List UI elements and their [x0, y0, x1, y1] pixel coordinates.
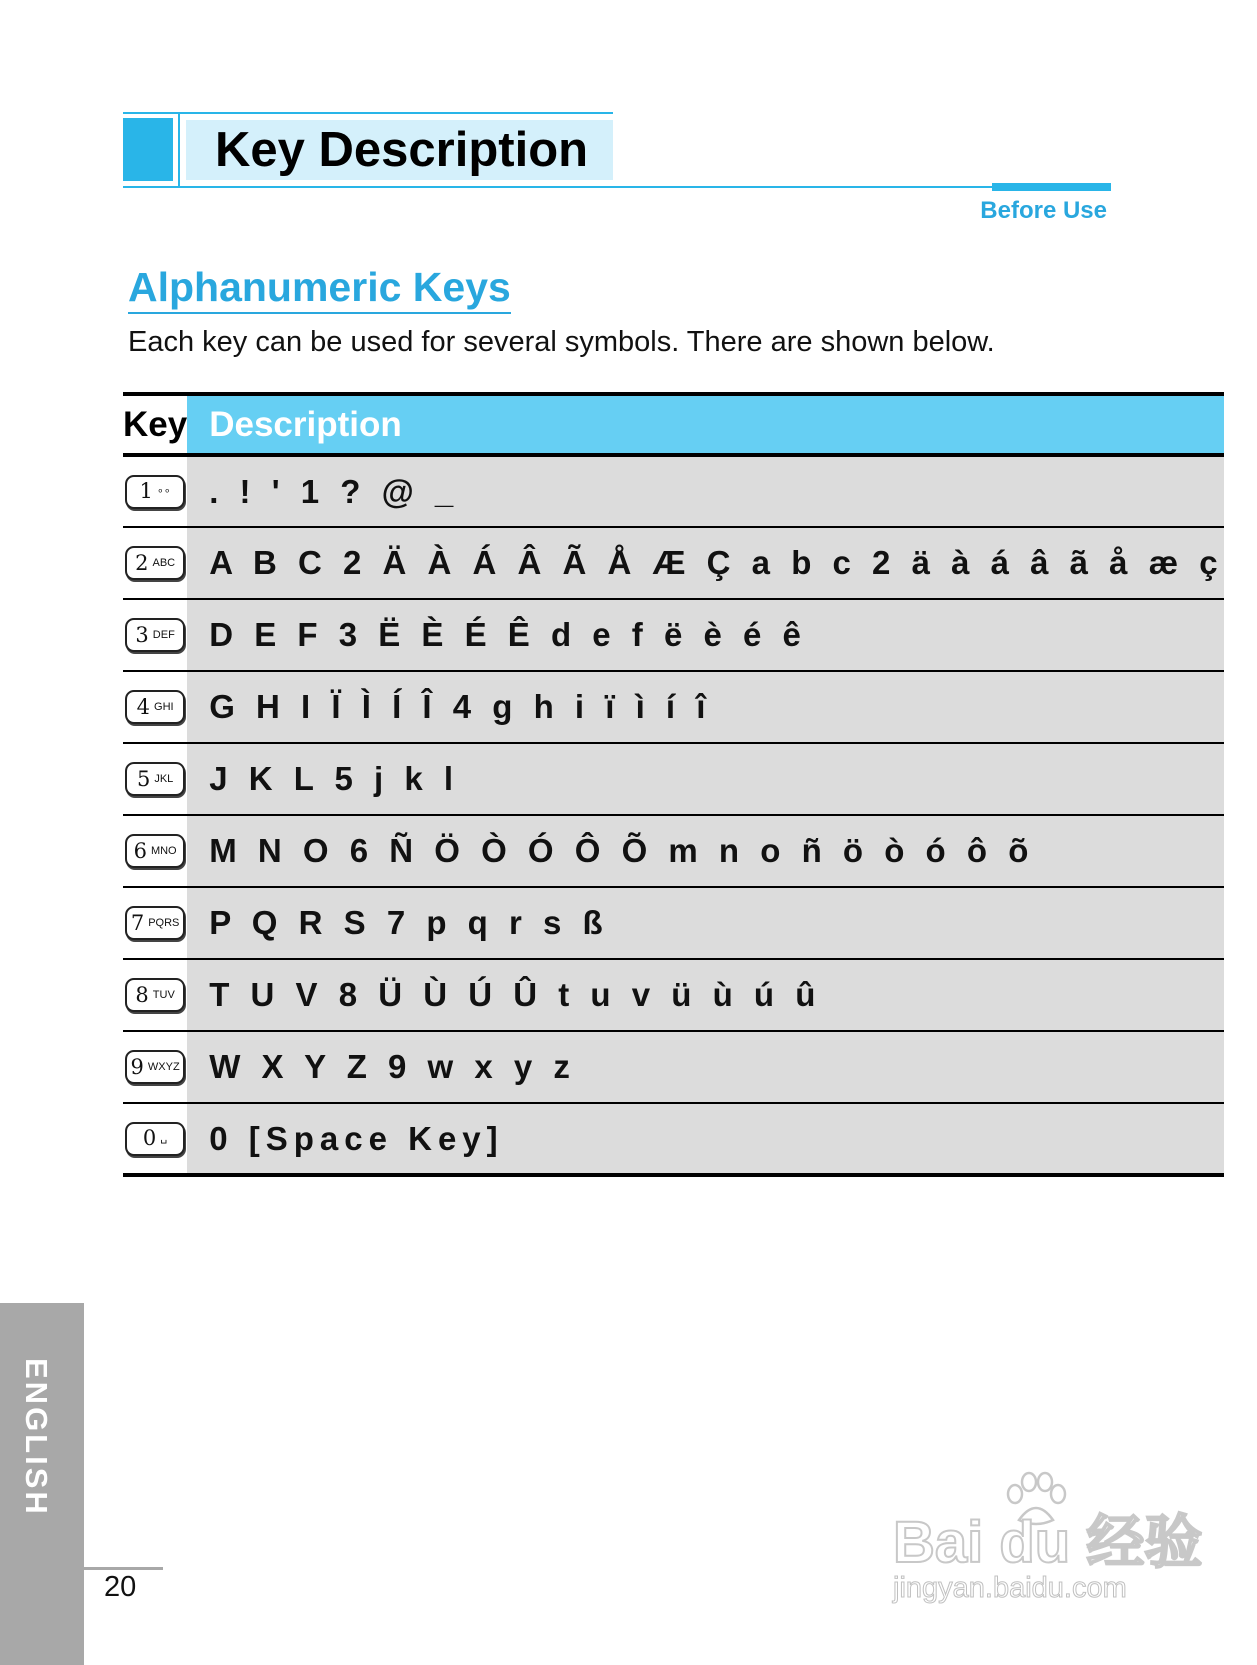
description-cell: W X Y Z 9 w x y z [187, 1031, 1223, 1103]
description-cell: G H I Ï Ì Í Î 4 g h i ï ì í î [187, 671, 1223, 743]
key-number: 4 [136, 694, 151, 719]
key-number: 6 [133, 838, 147, 863]
intro-text: Each key can be used for several symbols. There are shown below. [128, 326, 995, 358]
table-row [123, 599, 1224, 671]
description-cell: . ! ' 1 ? @ _ [187, 455, 1223, 527]
page-header [123, 112, 613, 186]
table-row [123, 1103, 1224, 1175]
watermark-url: jingyan.baidu.com [893, 1572, 1127, 1604]
key-cell [123, 743, 187, 815]
key-letters: PQRS [148, 916, 180, 929]
header-rule [123, 186, 1111, 188]
table-row [123, 1031, 1224, 1103]
description-cell: T U V 8 Ü Ù Ú Û t u v ü ù ú û [187, 959, 1223, 1031]
key-number: 5 [136, 766, 151, 791]
key-3-icon [125, 618, 185, 652]
key-2-icon [125, 546, 185, 580]
key-number: 9 [130, 1054, 144, 1079]
key-number: 1 [139, 479, 153, 503]
key-cell [123, 671, 187, 743]
table-row [123, 455, 1224, 527]
key-letters: TUV [152, 988, 175, 1001]
table-row [123, 671, 1224, 743]
key-7-icon [125, 906, 185, 940]
description-cell: D E F 3 Ë È É Ê d e f ë è é ê [187, 599, 1223, 671]
watermark-logo: Bai du 经验 [893, 1510, 1203, 1575]
description-cell: J K L 5 j k l [187, 743, 1223, 815]
key-letters: GHI [154, 700, 174, 713]
header-top-rule [123, 112, 613, 114]
table-row [123, 743, 1224, 815]
key-cell [123, 1103, 187, 1175]
watermark [893, 1475, 1203, 1615]
key-cell [123, 1031, 187, 1103]
key-cell [123, 599, 187, 671]
key-table [123, 392, 1224, 1177]
key-8-icon [125, 978, 185, 1012]
description-cell: M N O 6 Ñ Ö Ò Ó Ô Õ m n o ñ ö ò ó ô õ [187, 815, 1223, 887]
key-9-icon [125, 1050, 185, 1084]
description-cell: P Q R S 7 p q r s ß [187, 887, 1223, 959]
header-square-marker [123, 118, 173, 181]
key-cell [123, 887, 187, 959]
table-row [123, 815, 1224, 887]
key-number: 0 [142, 1126, 157, 1150]
key-letters: JKL [154, 772, 174, 785]
page-title: Key Description [215, 123, 589, 177]
key-4-icon [125, 690, 185, 724]
key-cell [123, 527, 187, 599]
key-cell [123, 815, 187, 887]
space-icon: ␣ [160, 1132, 168, 1144]
description-cell: A B C 2 Ä À Á Â Ã Å Æ Ç a b c 2 ä à á â ã å æ ç [187, 527, 1223, 599]
section-heading: Alphanumeric Keys [128, 262, 511, 314]
header-tab-marker [992, 183, 1111, 191]
page-number: 20 [104, 1571, 137, 1603]
key-number: 7 [130, 910, 145, 935]
column-header-key: Key [123, 394, 187, 455]
table-row [123, 527, 1224, 599]
table-row [123, 959, 1224, 1031]
key-number: 8 [135, 982, 149, 1007]
key-cell [123, 455, 187, 527]
key-1-icon [125, 475, 185, 509]
key-number: 3 [135, 622, 149, 647]
table-row [123, 887, 1224, 959]
key-0-icon [125, 1122, 185, 1156]
key-6-icon [125, 834, 185, 868]
key-letters: DEF [152, 628, 175, 641]
key-number: 2 [135, 550, 149, 575]
key-5-icon [125, 762, 185, 796]
table-header-row [123, 394, 1224, 455]
key-letters: MNO [150, 844, 177, 857]
section-label: Before Use [980, 197, 1107, 224]
page-number-rule [84, 1567, 163, 1570]
voicemail-icon: ∘∘ [156, 485, 171, 497]
key-letters: ABC [152, 556, 176, 569]
header-vertical-rule [178, 112, 180, 186]
description-cell: 0 [Space Key] [187, 1103, 1223, 1175]
column-header-description: Description [187, 394, 1223, 455]
language-label: ENGLISH [19, 1358, 54, 1517]
key-letters: WXYZ [147, 1060, 180, 1073]
key-cell [123, 959, 187, 1031]
